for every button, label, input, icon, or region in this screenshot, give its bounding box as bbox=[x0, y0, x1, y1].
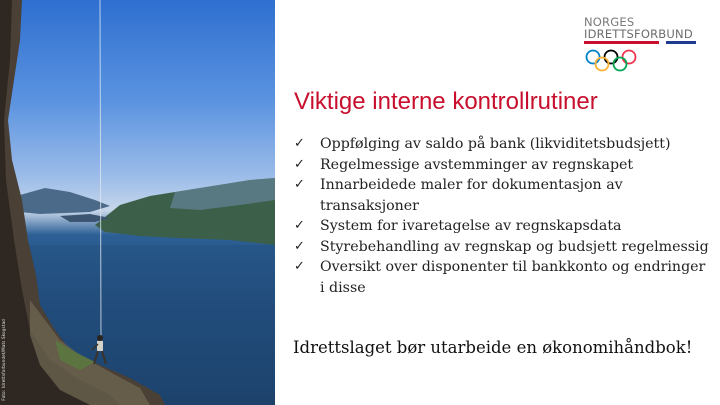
checkmark-icon: ✓ bbox=[294, 259, 305, 274]
list-item bbox=[294, 216, 712, 237]
list-item bbox=[294, 134, 712, 155]
checkmark-icon: ✓ bbox=[294, 177, 305, 192]
checkmark-icon: ✓ bbox=[294, 238, 305, 254]
checkmark-icon: ✓ bbox=[294, 156, 305, 172]
conclusion-text: Idrettslaget bør utarbeide en økonomihåndbok! bbox=[293, 338, 693, 357]
list-item bbox=[294, 237, 712, 258]
list-item-text: Styrebehandling av regnskap og budsjett regelmessig bbox=[320, 238, 709, 255]
checkmark-icon: ✓ bbox=[294, 218, 305, 233]
photo-credit: Foto: Idrettsforbundet/Mats Skogstad bbox=[1, 319, 6, 401]
checkmark-icon: ✓ bbox=[294, 136, 305, 151]
logo-flag-stripe bbox=[584, 41, 696, 44]
list-item-text: Oversikt over disponenter til bankkonto og endringer i disse bbox=[320, 259, 706, 296]
slide-title: Viktige interne kontrollrutiner bbox=[294, 88, 598, 115]
logo-line-1: NORGES bbox=[584, 15, 635, 29]
norges-idrettsforbund-logo bbox=[584, 16, 700, 77]
list-item bbox=[294, 155, 712, 176]
olympic-rings-icon bbox=[584, 49, 638, 73]
list-item bbox=[294, 257, 712, 298]
list-item-text: Innarbeidede maler for dokumentasjon av transaksjoner bbox=[320, 177, 623, 214]
list-item-text: Regelmessige avstemminger av regnskapet bbox=[320, 156, 634, 173]
control-routines-list bbox=[294, 134, 712, 298]
list-item-text: Oppfølging av saldo på bank (likviditetsbudsjett) bbox=[320, 136, 671, 152]
logo-line-2: IDRETTSFORBUND bbox=[584, 27, 693, 41]
fjord-climbing-photo bbox=[0, 0, 275, 405]
photo-scene bbox=[0, 0, 275, 405]
list-item bbox=[294, 175, 712, 216]
list-item-text: System for ivaretagelse av regnskapsdata bbox=[320, 218, 622, 234]
